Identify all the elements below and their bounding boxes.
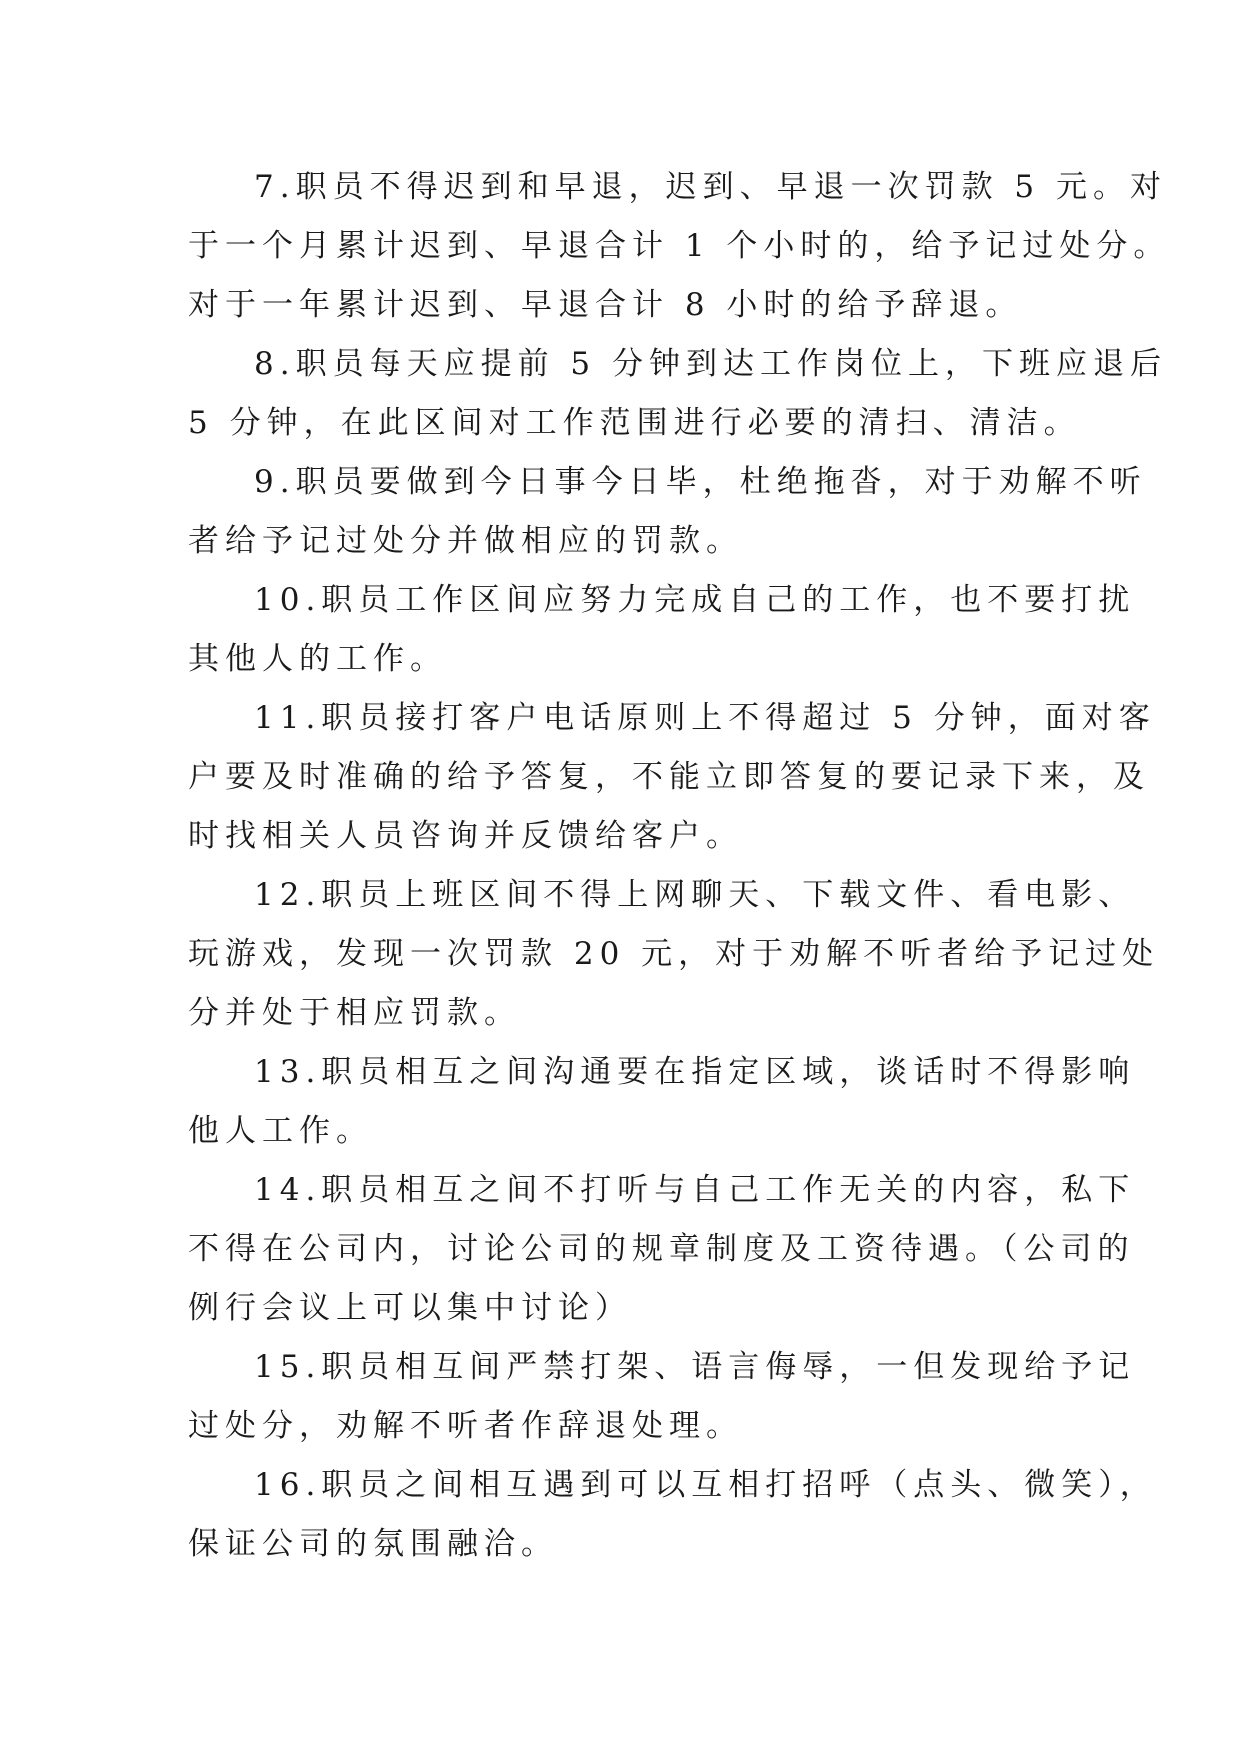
rule-line: 16.职员之间相互遇到可以互相打招呼（点头、微笑）， <box>254 1467 1157 1503</box>
rule-line: 户要及时准确的给予答复，不能立即答复的要记录下来，及 <box>188 759 1150 795</box>
rule-line: 保证公司的氛围融洽。 <box>188 1526 558 1562</box>
rule-16 <box>188 1456 1157 1574</box>
rule-line: 10.职员工作区间应努力完成自己的工作，也不要打扰 <box>254 582 1136 618</box>
rule-line: 11.职员接打客户电话原则上不得超过 5 分钟，面对客 <box>254 700 1156 736</box>
rule-12 <box>188 866 1160 1043</box>
rule-13 <box>188 1043 1136 1161</box>
rule-15 <box>188 1338 1136 1456</box>
rule-9 <box>188 453 1147 571</box>
rule-line: 8.职员每天应提前 5 分钟到达工作岗位上，下班应退后 <box>254 346 1168 382</box>
rule-line: 不得在公司内，讨论公司的规章制度及工资待遇。（公司的 <box>188 1231 1135 1267</box>
rule-line: 其他人的工作。 <box>188 641 447 677</box>
document-body <box>188 158 1171 1574</box>
rule-line: 过处分，劝解不听者作辞退处理。 <box>188 1408 743 1444</box>
rule-11 <box>188 689 1156 866</box>
rule-line: 时找相关人员咨询并反馈给客户。 <box>188 818 743 854</box>
rule-10 <box>188 571 1136 689</box>
rule-line: 例行会议上可以集中讨论） <box>188 1290 632 1326</box>
rule-line: 13.职员相互之间沟通要在指定区域，谈话时不得影响 <box>254 1054 1136 1090</box>
rule-line: 9.职员要做到今日事今日毕，杜绝拖沓，对于劝解不听 <box>254 464 1147 500</box>
rule-line: 7.职员不得迟到和早退，迟到、早退一次罚款 5 元。对 <box>254 169 1168 205</box>
rule-line: 14.职员相互之间不打听与自己工作无关的内容，私下 <box>254 1172 1136 1208</box>
rule-line: 者给予记过处分并做相应的罚款。 <box>188 523 743 559</box>
rule-line: 5 分钟，在此区间对工作范围进行必要的清扫、清洁。 <box>188 405 1081 441</box>
rule-line: 12.职员上班区间不得上网聊天、下载文件、看电影、 <box>254 877 1136 913</box>
rule-line: 分并处于相应罚款。 <box>188 995 521 1031</box>
rule-7 <box>188 158 1171 335</box>
rule-line: 15.职员相互间严禁打架、语言侮辱，一但发现给予记 <box>254 1349 1136 1385</box>
rule-line: 于一个月累计迟到、早退合计 1 个小时的，给予记过处分。 <box>188 228 1171 264</box>
rule-line: 他人工作。 <box>188 1113 373 1149</box>
rule-line: 玩游戏，发现一次罚款 20 元，对于劝解不听者给予记过处 <box>188 936 1160 972</box>
rule-line: 对于一年累计迟到、早退合计 8 小时的给予辞退。 <box>188 287 1023 323</box>
rule-14 <box>188 1161 1136 1338</box>
rule-8 <box>188 335 1168 453</box>
